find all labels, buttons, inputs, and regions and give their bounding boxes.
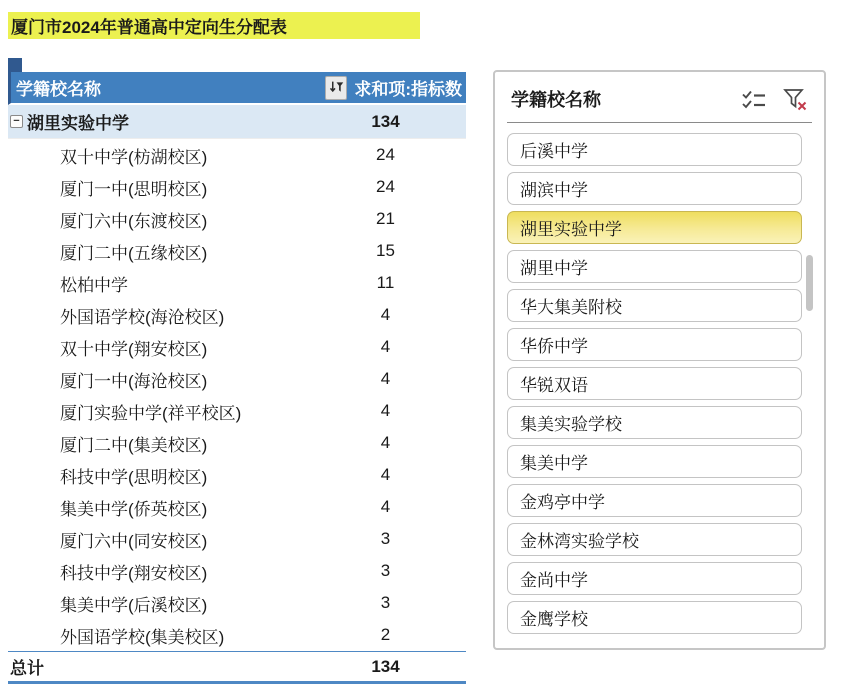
total-row-value: 134 (371, 656, 400, 676)
slicer-item-list (495, 123, 824, 634)
pivot-row-field-label: 学籍校名称 (16, 80, 101, 99)
table-row (8, 331, 466, 363)
table-row (8, 139, 466, 171)
slicer-item-label: 湖里中学 (520, 259, 588, 278)
table-row (8, 587, 466, 619)
row-label: 松柏中学 (60, 275, 128, 295)
row-value: 3 (380, 529, 391, 548)
slicer-item[interactable] (507, 601, 802, 634)
slicer-item-label: 湖滨中学 (520, 181, 588, 200)
slicer-item[interactable] (507, 289, 802, 322)
row-value: 11 (376, 273, 395, 292)
slicer-item[interactable] (507, 523, 802, 556)
table-row (8, 235, 466, 267)
row-label: 双十中学(枋湖校区) (60, 147, 208, 167)
multi-select-icon[interactable] (741, 89, 767, 110)
table-row (8, 459, 466, 491)
slicer-item[interactable] (507, 484, 802, 517)
row-label: 厦门一中(思明校区) (60, 179, 208, 199)
row-value: 4 (380, 401, 391, 420)
group-row-label: 湖里实验中学 (27, 114, 129, 133)
row-label: 集美中学(后溪校区) (60, 595, 208, 615)
table-row (8, 203, 466, 235)
row-value: 3 (380, 593, 391, 612)
table-row (8, 619, 466, 651)
pivot-table (8, 72, 466, 684)
table-row (8, 523, 466, 555)
row-value: 24 (376, 177, 395, 196)
slicer-item[interactable] (507, 406, 802, 439)
row-label: 集美中学(侨英校区) (60, 499, 208, 519)
row-label: 科技中学(思明校区) (60, 467, 208, 487)
pivot-value-field-label: 求和项:指标数 (354, 80, 462, 99)
slicer-item-label: 金鹰学校 (520, 610, 588, 629)
slicer-scrollbar-thumb[interactable] (806, 255, 813, 311)
slicer-item-label: 华锐双语 (520, 376, 588, 395)
row-value: 21 (376, 209, 395, 228)
row-label: 厦门二中(集美校区) (60, 435, 208, 455)
slicer-item[interactable] (507, 328, 802, 361)
slicer-title: 学籍校名称 (511, 90, 601, 110)
page-title-text: 厦门市2024年普通高中定向生分配表 (11, 18, 287, 37)
pivot-sort-filter-button[interactable] (325, 76, 347, 100)
row-value: 4 (380, 305, 391, 324)
row-value: 4 (380, 337, 391, 356)
table-row (8, 427, 466, 459)
pivot-group-row (8, 105, 466, 139)
slicer-item-label: 华大集美附校 (520, 298, 622, 317)
sort-filter-funnel-icon (329, 80, 344, 96)
slicer-item-label: 金林湾实验学校 (520, 532, 639, 551)
page-title (8, 12, 420, 39)
slicer-panel (493, 70, 826, 650)
row-label: 厦门一中(海沧校区) (60, 371, 208, 391)
slicer-item[interactable] (507, 250, 802, 283)
row-value: 3 (380, 561, 391, 580)
slicer-item-label: 华侨中学 (520, 337, 588, 356)
row-value: 4 (380, 497, 391, 516)
collapse-minus-icon[interactable]: − (10, 115, 23, 128)
slicer-item[interactable] (507, 211, 802, 244)
row-value: 15 (376, 241, 395, 260)
table-row (8, 395, 466, 427)
table-row (8, 491, 466, 523)
table-row (8, 171, 466, 203)
row-label: 科技中学(翔安校区) (60, 563, 208, 583)
slicer-item-label: 集美中学 (520, 454, 588, 473)
row-label: 外国语学校(海沧校区) (60, 307, 225, 327)
row-value: 2 (380, 625, 391, 644)
row-label: 厦门二中(五缘校区) (60, 243, 208, 263)
pivot-header-row (8, 72, 466, 105)
pivot-total-row (8, 651, 466, 684)
slicer-item-label: 金尚中学 (520, 571, 588, 590)
slicer-item[interactable] (507, 172, 802, 205)
row-label: 外国语学校(集美校区) (60, 627, 225, 647)
row-value: 4 (380, 433, 391, 452)
row-label: 厦门实验中学(祥平校区) (60, 403, 242, 423)
table-row (8, 555, 466, 587)
table-row (8, 363, 466, 395)
table-row (8, 299, 466, 331)
row-value: 4 (380, 465, 391, 484)
pivot-rows (8, 139, 466, 651)
group-row-value: 134 (371, 111, 400, 131)
slicer-item-label: 后溪中学 (520, 142, 588, 161)
slicer-item-label: 集美实验学校 (520, 415, 622, 434)
total-row-label: 总计 (10, 659, 44, 678)
clipped-cell-fragment (8, 58, 22, 73)
row-label: 厦门六中(东渡校区) (60, 211, 208, 231)
slicer-item-label: 湖里实验中学 (520, 220, 622, 239)
row-value: 4 (380, 369, 391, 388)
table-row (8, 267, 466, 299)
slicer-item-label: 金鸡亭中学 (520, 493, 605, 512)
row-label: 厦门六中(同安校区) (60, 531, 208, 551)
slicer-item[interactable] (507, 445, 802, 478)
row-label: 双十中学(翔安校区) (60, 339, 208, 359)
slicer-item[interactable] (507, 133, 802, 166)
slicer-item[interactable] (507, 367, 802, 400)
row-value: 24 (376, 145, 395, 164)
clear-filter-icon[interactable] (783, 87, 808, 111)
slicer-item[interactable] (507, 562, 802, 595)
